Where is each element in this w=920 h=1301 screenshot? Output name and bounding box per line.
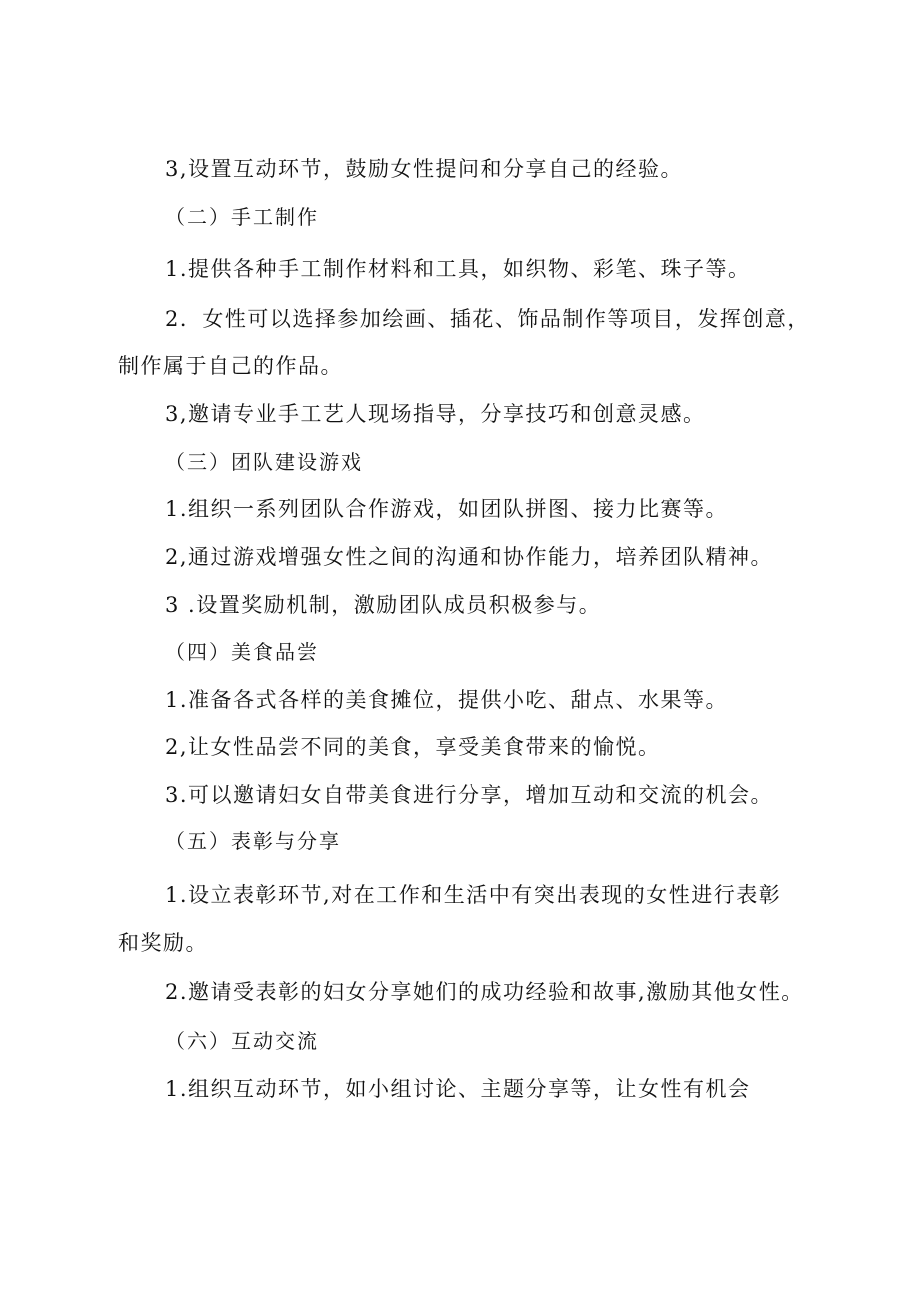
section-heading: （五）表彰与分享 — [165, 829, 341, 853]
paragraph-item: 2,让女性品尝不同的美食，享受美食带来的愉悦。 — [165, 735, 661, 759]
paragraph-item: 1.提供各种手工制作材料和工具，如织物、彩笔、珠子等。 — [165, 257, 751, 281]
paragraph-item: 3,邀请专业手工艺人现场指导，分享技巧和创意灵感。 — [165, 402, 706, 426]
paragraph-item: 2．女性可以选择参加绘画、插花、饰品制作等项目，发挥创意， — [165, 307, 810, 331]
paragraph-item: 2.邀请受表彰的妇女分享她们的成功经验和故事,激励其他女性。 — [165, 980, 804, 1004]
paragraph-item: 2,通过游戏增强女性之间的沟通和协作能力，培养团队精神。 — [165, 545, 774, 569]
paragraph-item: 3.可以邀请妇女自带美食进行分享，增加互动和交流的机会。 — [165, 783, 774, 807]
paragraph-item: 1.设立表彰环节,对在工作和生活中有突出表现的女性进行表彰 — [165, 883, 782, 907]
section-heading: （六）互动交流 — [165, 1029, 319, 1053]
section-heading: （二）手工制作 — [165, 205, 319, 229]
paragraph-item: 1.组织互动环节，如小组讨论、主题分享等，让女性有机会 — [165, 1077, 751, 1101]
section-heading: （四）美食品尝 — [165, 640, 319, 664]
paragraph-item: 3 .设置奖励机制，激励团队成员积极参与。 — [165, 593, 602, 617]
paragraph-item: 1.准备各式各样的美食摊位，提供小吃、甜点、水果等。 — [165, 688, 729, 712]
paragraph-item: 3,设置互动环节，鼓励女性提问和分享自己的经验。 — [165, 157, 684, 181]
paragraph-continuation: 制作属于自己的作品。 — [118, 354, 343, 378]
paragraph-item: 1.组织一系列团队合作游戏，如团队拼图、接力比赛等。 — [165, 497, 729, 521]
paragraph-continuation: 和奖励。 — [118, 931, 208, 955]
section-heading: （三）团队建设游戏 — [165, 450, 363, 474]
